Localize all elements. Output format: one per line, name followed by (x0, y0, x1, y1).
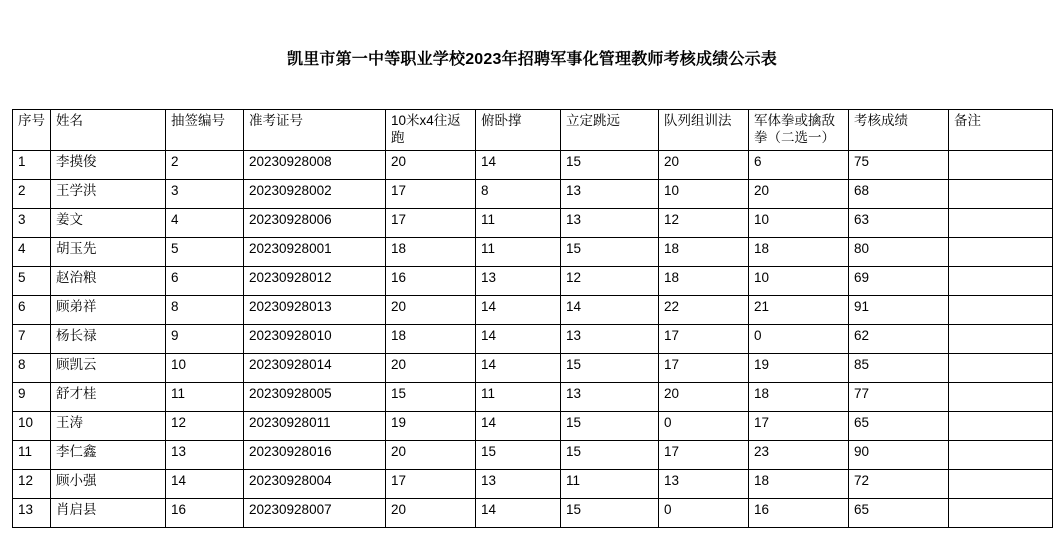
cell-drill-training: 17 (659, 440, 749, 469)
cell-standing-long-jump: 15 (561, 498, 659, 527)
cell-draw-number: 6 (166, 266, 244, 295)
cell-index: 3 (13, 208, 51, 237)
cell-remarks (949, 469, 1053, 498)
cell-total-score: 80 (849, 237, 949, 266)
cell-pushups: 14 (476, 353, 561, 382)
table-header-row (13, 110, 1053, 151)
table-row (13, 411, 1053, 440)
table-row (13, 266, 1053, 295)
cell-name: 顾凯云 (51, 353, 166, 382)
table-row (13, 237, 1053, 266)
cell-pushups: 11 (476, 208, 561, 237)
cell-drill-training: 20 (659, 382, 749, 411)
cell-index: 4 (13, 237, 51, 266)
cell-admission-ticket: 20230928005 (244, 382, 386, 411)
column-header-pushups: 俯卧撑 (476, 110, 561, 151)
cell-martial-arts: 19 (749, 353, 849, 382)
cell-pushups: 13 (476, 266, 561, 295)
cell-pushups: 13 (476, 469, 561, 498)
cell-pushups: 15 (476, 440, 561, 469)
cell-remarks (949, 440, 1053, 469)
cell-drill-training: 18 (659, 237, 749, 266)
cell-martial-arts: 16 (749, 498, 849, 527)
cell-index: 8 (13, 353, 51, 382)
cell-standing-long-jump: 15 (561, 353, 659, 382)
cell-draw-number: 13 (166, 440, 244, 469)
cell-total-score: 91 (849, 295, 949, 324)
cell-remarks (949, 266, 1053, 295)
column-header-total-score: 考核成绩 (849, 110, 949, 151)
cell-shuttle-run: 17 (386, 179, 476, 208)
cell-drill-training: 12 (659, 208, 749, 237)
column-header-remarks: 备注 (949, 110, 1053, 151)
table-row (13, 498, 1053, 527)
cell-standing-long-jump: 15 (561, 411, 659, 440)
table-row (13, 208, 1053, 237)
column-header-admission-ticket: 准考证号 (244, 110, 386, 151)
cell-name: 赵治粮 (51, 266, 166, 295)
cell-index: 7 (13, 324, 51, 353)
cell-shuttle-run: 20 (386, 295, 476, 324)
cell-draw-number: 10 (166, 353, 244, 382)
cell-draw-number: 14 (166, 469, 244, 498)
cell-index: 13 (13, 498, 51, 527)
cell-drill-training: 20 (659, 150, 749, 179)
cell-remarks (949, 208, 1053, 237)
cell-shuttle-run: 20 (386, 440, 476, 469)
cell-shuttle-run: 17 (386, 208, 476, 237)
cell-total-score: 85 (849, 353, 949, 382)
cell-total-score: 75 (849, 150, 949, 179)
cell-index: 5 (13, 266, 51, 295)
cell-total-score: 68 (849, 179, 949, 208)
table-row (13, 150, 1053, 179)
cell-standing-long-jump: 13 (561, 382, 659, 411)
cell-shuttle-run: 17 (386, 469, 476, 498)
cell-total-score: 77 (849, 382, 949, 411)
cell-name: 顾弟祥 (51, 295, 166, 324)
cell-total-score: 69 (849, 266, 949, 295)
cell-name: 李仁鑫 (51, 440, 166, 469)
cell-martial-arts: 10 (749, 208, 849, 237)
cell-admission-ticket: 20230928001 (244, 237, 386, 266)
cell-name: 王涛 (51, 411, 166, 440)
cell-shuttle-run: 15 (386, 382, 476, 411)
cell-martial-arts: 17 (749, 411, 849, 440)
cell-total-score: 65 (849, 411, 949, 440)
cell-pushups: 8 (476, 179, 561, 208)
cell-name: 胡玉先 (51, 237, 166, 266)
cell-name: 王学洪 (51, 179, 166, 208)
column-header-martial-arts: 军体拳或擒敌拳（二选一） (749, 110, 849, 151)
cell-remarks (949, 237, 1053, 266)
cell-draw-number: 16 (166, 498, 244, 527)
cell-name: 舒才桂 (51, 382, 166, 411)
cell-draw-number: 9 (166, 324, 244, 353)
cell-drill-training: 0 (659, 498, 749, 527)
cell-admission-ticket: 20230928007 (244, 498, 386, 527)
cell-name: 杨长禄 (51, 324, 166, 353)
cell-drill-training: 10 (659, 179, 749, 208)
cell-remarks (949, 179, 1053, 208)
cell-draw-number: 3 (166, 179, 244, 208)
cell-admission-ticket: 20230928014 (244, 353, 386, 382)
table-row (13, 382, 1053, 411)
cell-drill-training: 17 (659, 353, 749, 382)
cell-martial-arts: 18 (749, 382, 849, 411)
column-header-name: 姓名 (51, 110, 166, 151)
cell-martial-arts: 10 (749, 266, 849, 295)
cell-standing-long-jump: 15 (561, 237, 659, 266)
cell-pushups: 11 (476, 237, 561, 266)
cell-martial-arts: 18 (749, 469, 849, 498)
cell-admission-ticket: 20230928012 (244, 266, 386, 295)
cell-shuttle-run: 18 (386, 324, 476, 353)
cell-admission-ticket: 20230928010 (244, 324, 386, 353)
cell-remarks (949, 150, 1053, 179)
column-header-standing-long-jump: 立定跳远 (561, 110, 659, 151)
table-row (13, 179, 1053, 208)
scores-table (12, 109, 1053, 528)
cell-draw-number: 4 (166, 208, 244, 237)
cell-total-score: 63 (849, 208, 949, 237)
column-header-drill-training: 队列组训法 (659, 110, 749, 151)
cell-standing-long-jump: 11 (561, 469, 659, 498)
cell-name: 顾小强 (51, 469, 166, 498)
cell-remarks (949, 295, 1053, 324)
cell-pushups: 14 (476, 411, 561, 440)
cell-standing-long-jump: 15 (561, 440, 659, 469)
cell-standing-long-jump: 13 (561, 324, 659, 353)
cell-pushups: 11 (476, 382, 561, 411)
cell-total-score: 62 (849, 324, 949, 353)
cell-draw-number: 12 (166, 411, 244, 440)
table-row (13, 353, 1053, 382)
column-header-index: 序号 (13, 110, 51, 151)
cell-shuttle-run: 16 (386, 266, 476, 295)
cell-pushups: 14 (476, 150, 561, 179)
cell-martial-arts: 20 (749, 179, 849, 208)
table-body (13, 150, 1053, 527)
cell-standing-long-jump: 14 (561, 295, 659, 324)
cell-standing-long-jump: 13 (561, 179, 659, 208)
table-row (13, 440, 1053, 469)
cell-admission-ticket: 20230928013 (244, 295, 386, 324)
cell-shuttle-run: 18 (386, 237, 476, 266)
cell-index: 12 (13, 469, 51, 498)
cell-index: 11 (13, 440, 51, 469)
cell-remarks (949, 498, 1053, 527)
table-row (13, 295, 1053, 324)
cell-martial-arts: 18 (749, 237, 849, 266)
cell-name: 肖启县 (51, 498, 166, 527)
cell-shuttle-run: 20 (386, 498, 476, 527)
cell-total-score: 72 (849, 469, 949, 498)
cell-draw-number: 8 (166, 295, 244, 324)
cell-martial-arts: 21 (749, 295, 849, 324)
cell-drill-training: 17 (659, 324, 749, 353)
cell-admission-ticket: 20230928016 (244, 440, 386, 469)
cell-martial-arts: 23 (749, 440, 849, 469)
table-row (13, 469, 1053, 498)
table-header (13, 110, 1053, 151)
cell-draw-number: 2 (166, 150, 244, 179)
cell-standing-long-jump: 13 (561, 208, 659, 237)
cell-drill-training: 0 (659, 411, 749, 440)
cell-remarks (949, 353, 1053, 382)
cell-index: 2 (13, 179, 51, 208)
cell-total-score: 90 (849, 440, 949, 469)
cell-total-score: 65 (849, 498, 949, 527)
cell-remarks (949, 324, 1053, 353)
cell-shuttle-run: 19 (386, 411, 476, 440)
cell-index: 6 (13, 295, 51, 324)
cell-draw-number: 11 (166, 382, 244, 411)
cell-pushups: 14 (476, 295, 561, 324)
cell-name: 姜文 (51, 208, 166, 237)
cell-admission-ticket: 20230928008 (244, 150, 386, 179)
cell-pushups: 14 (476, 324, 561, 353)
table-row (13, 324, 1053, 353)
cell-pushups: 14 (476, 498, 561, 527)
cell-draw-number: 5 (166, 237, 244, 266)
cell-standing-long-jump: 15 (561, 150, 659, 179)
cell-index: 9 (13, 382, 51, 411)
column-header-draw-number: 抽签编号 (166, 110, 244, 151)
cell-martial-arts: 0 (749, 324, 849, 353)
cell-shuttle-run: 20 (386, 353, 476, 382)
cell-drill-training: 22 (659, 295, 749, 324)
cell-admission-ticket: 20230928002 (244, 179, 386, 208)
cell-admission-ticket: 20230928004 (244, 469, 386, 498)
page-title: 凯里市第一中等职业学校2023年招聘军事化管理教师考核成绩公示表 (287, 51, 777, 68)
cell-remarks (949, 382, 1053, 411)
cell-remarks (949, 411, 1053, 440)
cell-admission-ticket: 20230928011 (244, 411, 386, 440)
cell-drill-training: 18 (659, 266, 749, 295)
cell-index: 1 (13, 150, 51, 179)
cell-standing-long-jump: 12 (561, 266, 659, 295)
cell-drill-training: 13 (659, 469, 749, 498)
cell-shuttle-run: 20 (386, 150, 476, 179)
column-header-shuttle-run: 10米x4往返跑 (386, 110, 476, 151)
cell-martial-arts: 6 (749, 150, 849, 179)
cell-admission-ticket: 20230928006 (244, 208, 386, 237)
cell-name: 李摸俊 (51, 150, 166, 179)
cell-index: 10 (13, 411, 51, 440)
